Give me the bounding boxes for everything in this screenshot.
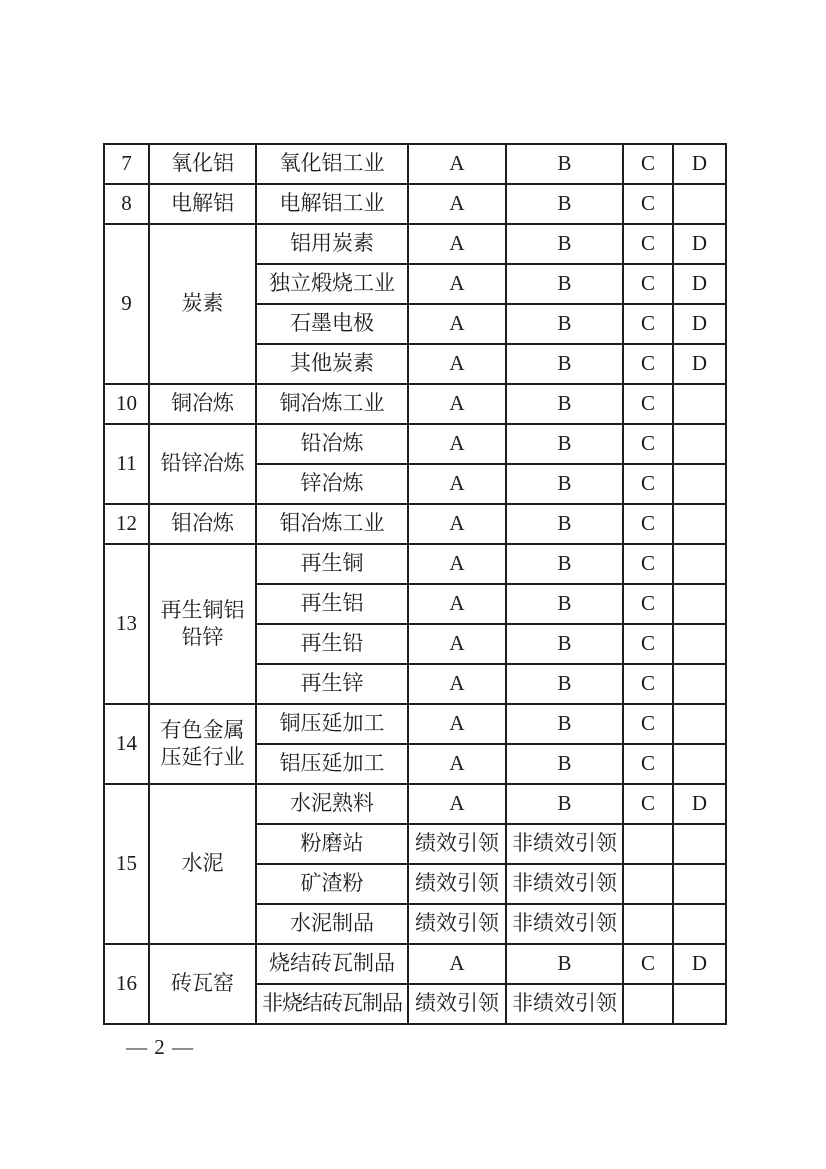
table-row [104, 944, 726, 984]
subindustry-cell: 铅冶炼 [256, 424, 408, 464]
grade-d-cell: D [673, 144, 726, 184]
table-row [104, 544, 726, 584]
table-row [104, 424, 726, 464]
category-label: 电解铝 [171, 191, 234, 216]
grade-a-cell: A [408, 704, 506, 744]
subindustry-cell: 铜压延加工 [256, 704, 408, 744]
table-row [104, 224, 726, 264]
row-number-cell: 10 [104, 384, 149, 424]
category-label: 有色金属压延行业 [160, 717, 245, 769]
grade-d-cell [673, 544, 726, 584]
grade-c-cell: C [623, 504, 673, 544]
subindustry-cell: 非烧结砖瓦制品 [256, 984, 408, 1024]
grade-c-cell: C [623, 344, 673, 384]
category-cell [149, 784, 256, 944]
row-number-cell: 7 [104, 144, 149, 184]
category-label: 再生铜铝铅锌 [160, 597, 245, 649]
grade-a-cell: A [408, 584, 506, 624]
subindustry-cell: 水泥熟料 [256, 784, 408, 824]
subindustry-cell: 粉磨站 [256, 824, 408, 864]
grade-d-cell [673, 624, 726, 664]
row-number-cell: 15 [104, 784, 149, 944]
category-cell [149, 184, 256, 224]
category-cell [149, 424, 256, 504]
subindustry-cell: 铝压延加工 [256, 744, 408, 784]
grade-d-cell [673, 904, 726, 944]
grade-a-cell: A [408, 784, 506, 824]
category-cell [149, 224, 256, 384]
grade-c-cell [623, 864, 673, 904]
grade-b-cell: B [506, 664, 623, 704]
classification-table [103, 143, 727, 1025]
subindustry-cell: 再生铝 [256, 584, 408, 624]
row-number-cell: 16 [104, 944, 149, 1024]
subindustry-cell: 钼冶炼工业 [256, 504, 408, 544]
grade-c-cell: C [623, 784, 673, 824]
category-label: 水泥 [181, 851, 224, 876]
subindustry-cell: 氧化铝工业 [256, 144, 408, 184]
grade-a-cell: A [408, 224, 506, 264]
grade-c-cell: C [623, 224, 673, 264]
grade-c-cell: C [623, 384, 673, 424]
grade-c-cell: C [623, 744, 673, 784]
grade-a-cell: 绩效引领 [408, 904, 506, 944]
grade-c-cell: C [623, 664, 673, 704]
table-row [104, 784, 726, 824]
grade-d-cell: D [673, 304, 726, 344]
grade-b-cell: B [506, 704, 623, 744]
table-row [104, 184, 726, 224]
category-label: 砖瓦窑 [171, 971, 234, 996]
grade-b-cell: B [506, 584, 623, 624]
subindustry-cell: 独立煅烧工业 [256, 264, 408, 304]
grade-b-cell: B [506, 464, 623, 504]
grade-b-cell: B [506, 224, 623, 264]
subindustry-cell: 再生铜 [256, 544, 408, 584]
grade-b-cell: B [506, 344, 623, 384]
subindustry-cell: 烧结砖瓦制品 [256, 944, 408, 984]
subindustry-cell: 矿渣粉 [256, 864, 408, 904]
grade-d-cell [673, 184, 726, 224]
grade-b-cell: B [506, 184, 623, 224]
row-number-cell: 9 [104, 224, 149, 384]
grade-c-cell: C [623, 304, 673, 344]
grade-c-cell [623, 824, 673, 864]
category-label: 氧化铝 [171, 151, 234, 176]
grade-a-cell: A [408, 304, 506, 344]
grade-b-cell: B [506, 944, 623, 984]
grade-c-cell: C [623, 624, 673, 664]
grade-c-cell [623, 904, 673, 944]
grade-a-cell: A [408, 664, 506, 704]
grade-b-cell: 非绩效引领 [506, 864, 623, 904]
subindustry-cell: 锌冶炼 [256, 464, 408, 504]
grade-a-cell: A [408, 504, 506, 544]
grade-d-cell [673, 704, 726, 744]
grade-b-cell: B [506, 384, 623, 424]
category-cell [149, 944, 256, 1024]
grade-a-cell: A [408, 464, 506, 504]
grade-b-cell: B [506, 424, 623, 464]
grade-d-cell: D [673, 224, 726, 264]
grade-a-cell: A [408, 744, 506, 784]
grade-c-cell: C [623, 264, 673, 304]
grade-d-cell: D [673, 784, 726, 824]
grade-b-cell: B [506, 744, 623, 784]
grade-c-cell: C [623, 944, 673, 984]
grade-a-cell: A [408, 944, 506, 984]
grade-a-cell: 绩效引领 [408, 824, 506, 864]
grade-c-cell: C [623, 424, 673, 464]
subindustry-cell: 铝用炭素 [256, 224, 408, 264]
grade-d-cell [673, 864, 726, 904]
subindustry-cell: 再生铅 [256, 624, 408, 664]
grade-d-cell: D [673, 264, 726, 304]
grade-a-cell: A [408, 144, 506, 184]
subindustry-cell: 电解铝工业 [256, 184, 408, 224]
row-number-cell: 12 [104, 504, 149, 544]
category-label: 铜冶炼 [171, 391, 234, 416]
category-label: 钼冶炼 [171, 511, 234, 536]
grade-b-cell: B [506, 544, 623, 584]
subindustry-cell: 石墨电极 [256, 304, 408, 344]
grade-a-cell: A [408, 624, 506, 664]
grade-b-cell: 非绩效引领 [506, 824, 623, 864]
grade-b-cell: 非绩效引领 [506, 904, 623, 944]
grade-c-cell: C [623, 704, 673, 744]
category-label: 铅锌冶炼 [160, 451, 245, 476]
grade-a-cell: A [408, 424, 506, 464]
grade-d-cell [673, 744, 726, 784]
page-number: — 2 — [126, 1035, 194, 1059]
row-number-cell: 14 [104, 704, 149, 784]
grade-b-cell: B [506, 264, 623, 304]
category-cell [149, 384, 256, 424]
grade-d-cell [673, 424, 726, 464]
category-cell [149, 144, 256, 184]
table-row [104, 384, 726, 424]
grade-a-cell: A [408, 344, 506, 384]
grade-c-cell: C [623, 584, 673, 624]
grade-d-cell [673, 504, 726, 544]
category-label: 炭素 [181, 291, 224, 316]
row-number-cell: 11 [104, 424, 149, 504]
grade-a-cell: A [408, 384, 506, 424]
grade-a-cell: A [408, 184, 506, 224]
grade-c-cell: C [623, 144, 673, 184]
grade-b-cell: B [506, 504, 623, 544]
grade-c-cell: C [623, 184, 673, 224]
table-row [104, 504, 726, 544]
grade-d-cell: D [673, 944, 726, 984]
subindustry-cell: 再生锌 [256, 664, 408, 704]
grade-b-cell: B [506, 304, 623, 344]
grade-c-cell: C [623, 544, 673, 584]
subindustry-cell: 水泥制品 [256, 904, 408, 944]
grade-a-cell: A [408, 544, 506, 584]
grade-d-cell [673, 384, 726, 424]
grade-b-cell: B [506, 144, 623, 184]
grade-a-cell: 绩效引领 [408, 984, 506, 1024]
subindustry-cell: 铜冶炼工业 [256, 384, 408, 424]
grade-d-cell [673, 664, 726, 704]
grade-d-cell [673, 464, 726, 504]
table-row [104, 144, 726, 184]
table-row [104, 704, 726, 744]
row-number-cell: 13 [104, 544, 149, 704]
grade-d-cell [673, 984, 726, 1024]
grade-d-cell [673, 824, 726, 864]
grade-a-cell: 绩效引领 [408, 864, 506, 904]
grade-d-cell [673, 584, 726, 624]
row-number-cell: 8 [104, 184, 149, 224]
grade-b-cell: B [506, 784, 623, 824]
category-cell [149, 544, 256, 704]
grade-c-cell [623, 984, 673, 1024]
grade-a-cell: A [408, 264, 506, 304]
category-cell [149, 504, 256, 544]
grade-b-cell: B [506, 624, 623, 664]
subindustry-cell: 其他炭素 [256, 344, 408, 384]
category-cell [149, 704, 256, 784]
grade-c-cell: C [623, 464, 673, 504]
grade-d-cell: D [673, 344, 726, 384]
grade-b-cell: 非绩效引领 [506, 984, 623, 1024]
